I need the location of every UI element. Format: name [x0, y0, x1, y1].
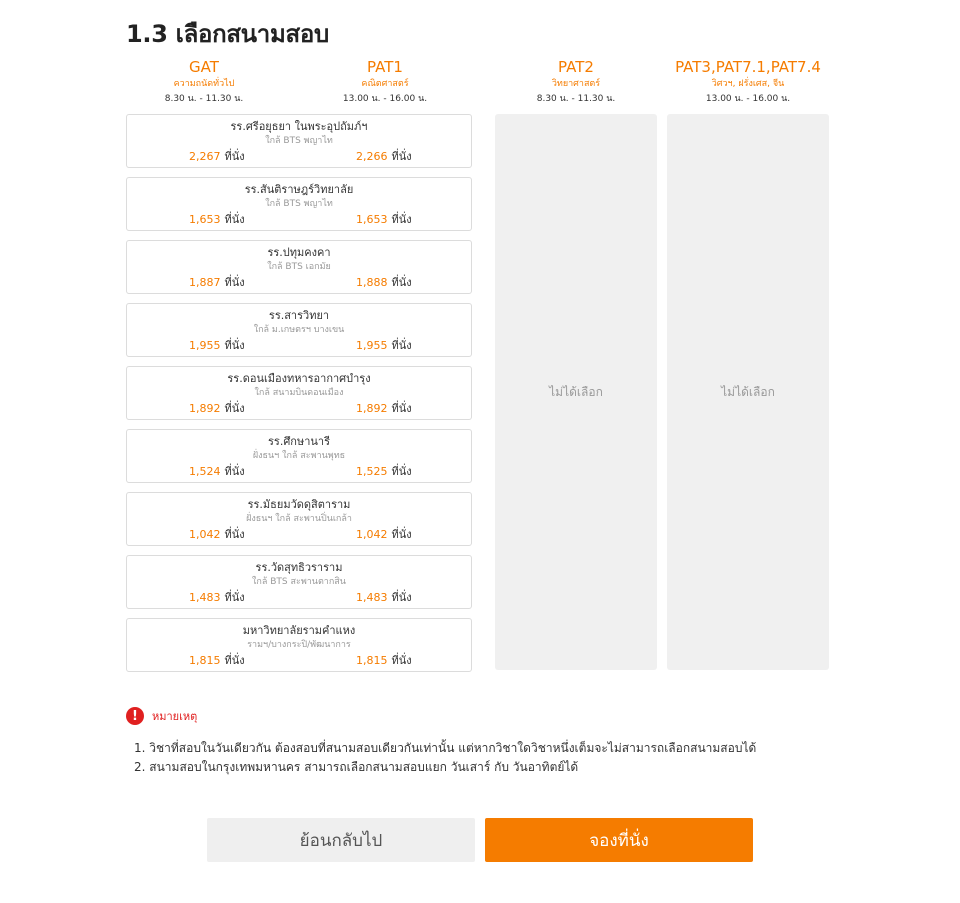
note-title: หมายเหตุ	[152, 710, 198, 723]
seat-number: 1,955	[189, 339, 221, 352]
site-location-note: รามฯ/บางกระปิ/พัฒนาการ	[247, 640, 351, 650]
gat-seat-count	[189, 150, 245, 164]
exam-site-card[interactable]	[126, 366, 472, 420]
site-location-note: ฝั่งธนฯ ใกล้ สะพานพุทธ	[252, 451, 346, 461]
exam-site-card[interactable]	[126, 429, 472, 483]
pat1-seat-count	[356, 213, 412, 227]
column-time: 8.30 น. - 11.30 น.	[164, 94, 244, 104]
pat1-seat-count	[356, 591, 412, 605]
seat-unit: ที่นั่ง	[224, 402, 245, 415]
seat-unit: ที่นั่ง	[224, 465, 245, 478]
seat-number: 2,267	[189, 150, 221, 163]
site-name: รร.สันติราษฎร์วิทยาลัย	[244, 183, 354, 196]
site-location-note: ใกล้ ม.เกษตรฯ บางเขน	[253, 325, 345, 335]
seat-number: 1,524	[189, 465, 221, 478]
seat-unit: ที่นั่ง	[391, 150, 412, 163]
site-name: รร.วัดสุทธิวราราม	[255, 561, 343, 574]
seat-unit: ที่นั่ง	[391, 339, 412, 352]
gat-seat-count	[189, 591, 245, 605]
seat-number: 1,483	[189, 591, 221, 604]
site-name: รร.สารวิทยา	[268, 309, 330, 322]
seat-unit: ที่นั่ง	[224, 150, 245, 163]
exam-site-card[interactable]	[126, 240, 472, 294]
site-name: รร.มัธยมวัดดุสิตาราม	[247, 498, 351, 511]
seat-unit: ที่นั่ง	[224, 339, 245, 352]
pat3-empty-panel	[667, 114, 829, 670]
site-name: รร.ศึกษานารี	[268, 435, 330, 448]
column-header-pat3	[667, 58, 829, 106]
seat-unit: ที่นั่ง	[224, 654, 245, 667]
gat-seat-count	[189, 528, 245, 542]
seat-unit: ที่นั่ง	[391, 213, 412, 226]
book-seat-button[interactable]: จองที่นั่ง	[485, 818, 753, 862]
column-time: 8.30 น. - 11.30 น.	[536, 94, 616, 104]
seat-number: 1,042	[189, 528, 221, 541]
column-subject: PAT3,PAT7.1,PAT7.4	[675, 58, 821, 76]
seat-unit: ที่นั่ง	[391, 402, 412, 415]
column-description: วิทยาศาสตร์	[551, 79, 601, 89]
site-name: รร.ศรีอยุธยา ในพระอุปถัมภ์ฯ	[230, 120, 368, 133]
seat-unit: ที่นั่ง	[224, 213, 245, 226]
column-subject: PAT1	[367, 58, 403, 76]
seat-number: 1,483	[356, 591, 388, 604]
seat-number: 1,892	[356, 402, 388, 415]
gat-seat-count	[189, 213, 245, 227]
column-description: ความถนัดทั่วไป	[173, 79, 235, 89]
seat-number: 1,955	[356, 339, 388, 352]
seat-number: 1,653	[356, 213, 388, 226]
site-location-note: ใกล้ BTS เอกมัย	[267, 262, 331, 272]
pat1-seat-count	[356, 465, 412, 479]
pat1-seat-count	[356, 402, 412, 416]
exam-site-card[interactable]	[126, 492, 472, 546]
gat-seat-count	[189, 465, 245, 479]
not-selected-label: ไม่ได้เลือก	[721, 384, 775, 399]
gat-seat-count	[189, 402, 245, 416]
seat-unit: ที่นั่ง	[224, 591, 245, 604]
site-location-note: ใกล้ BTS สะพานตากสิน	[252, 577, 346, 587]
exclamation-icon: !	[126, 707, 144, 725]
exam-site-card[interactable]	[126, 177, 472, 231]
column-time: 13.00 น. - 16.00 น.	[705, 94, 791, 104]
column-subject: GAT	[189, 58, 219, 76]
seat-number: 2,266	[356, 150, 388, 163]
seat-number: 1,653	[189, 213, 221, 226]
exam-site-card[interactable]	[126, 114, 472, 168]
column-description: คณิตศาสตร์	[361, 79, 409, 89]
exam-site-list	[126, 114, 472, 681]
column-header-pat2	[495, 58, 657, 106]
gat-seat-count	[189, 654, 245, 668]
site-location-note: ฝั่งธนฯ ใกล้ สะพานปิ่นเกล้า	[246, 514, 352, 524]
seat-number: 1,042	[356, 528, 388, 541]
note-list	[134, 739, 756, 777]
pat1-seat-count	[356, 150, 412, 164]
column-header-pat1	[330, 58, 440, 106]
seat-number: 1,815	[356, 654, 388, 667]
seat-unit: ที่นั่ง	[224, 528, 245, 541]
page-title: 1.3 เลือกสนามสอบ	[126, 20, 329, 48]
column-description: วิศวฯ, ฝรั่งเศส, จีน	[711, 79, 785, 89]
column-subject: PAT2	[558, 58, 594, 76]
back-button[interactable]: ย้อนกลับไป	[207, 818, 475, 862]
pat1-seat-count	[356, 528, 412, 542]
seat-number: 1,887	[189, 276, 221, 289]
site-location-note: ใกล้ สนามบินดอนเมือง	[254, 388, 344, 398]
seat-unit: ที่นั่ง	[224, 276, 245, 289]
site-name: มหาวิทยาลัยรามคำแหง	[242, 624, 356, 637]
gat-seat-count	[189, 339, 245, 353]
seat-number: 1,888	[356, 276, 388, 289]
note-header	[126, 707, 197, 725]
site-location-note: ใกล้ BTS พญาไท	[265, 136, 333, 146]
seat-unit: ที่นั่ง	[391, 528, 412, 541]
seat-unit: ที่นั่ง	[391, 276, 412, 289]
pat1-seat-count	[356, 654, 412, 668]
not-selected-label: ไม่ได้เลือก	[549, 384, 603, 399]
seat-number: 1,525	[356, 465, 388, 478]
seat-number: 1,815	[189, 654, 221, 667]
exam-site-card[interactable]	[126, 303, 472, 357]
pat1-seat-count	[356, 276, 412, 290]
site-name: รร.ปทุมคงคา	[267, 246, 331, 259]
note-item: 1. วิชาที่สอบในวันเดียวกัน ต้องสอบที่สนามสอบเดียวกันเท่านั้น แต่หากวิชาใดวิชาหนึ่งเต็มจะไม่สามารถเลือกสนามสอบได้	[134, 741, 757, 755]
gat-seat-count	[189, 276, 245, 290]
column-time: 13.00 น. - 16.00 น.	[342, 94, 428, 104]
pat2-empty-panel	[495, 114, 657, 670]
seat-number: 1,892	[189, 402, 221, 415]
exam-site-card[interactable]	[126, 618, 472, 672]
seat-unit: ที่นั่ง	[391, 654, 412, 667]
column-header-gat	[150, 58, 258, 106]
note-item: 2. สนามสอบในกรุงเทพมหานคร สามารถเลือกสนามสอบแยก วันเสาร์ กับ วันอาทิตย์ได้	[134, 760, 579, 774]
seat-unit: ที่นั่ง	[391, 465, 412, 478]
exam-site-card[interactable]	[126, 555, 472, 609]
site-name: รร.ดอนเมืองทหารอากาศบำรุง	[227, 372, 371, 385]
seat-unit: ที่นั่ง	[391, 591, 412, 604]
site-location-note: ใกล้ BTS พญาไท	[265, 199, 333, 209]
pat1-seat-count	[356, 339, 412, 353]
